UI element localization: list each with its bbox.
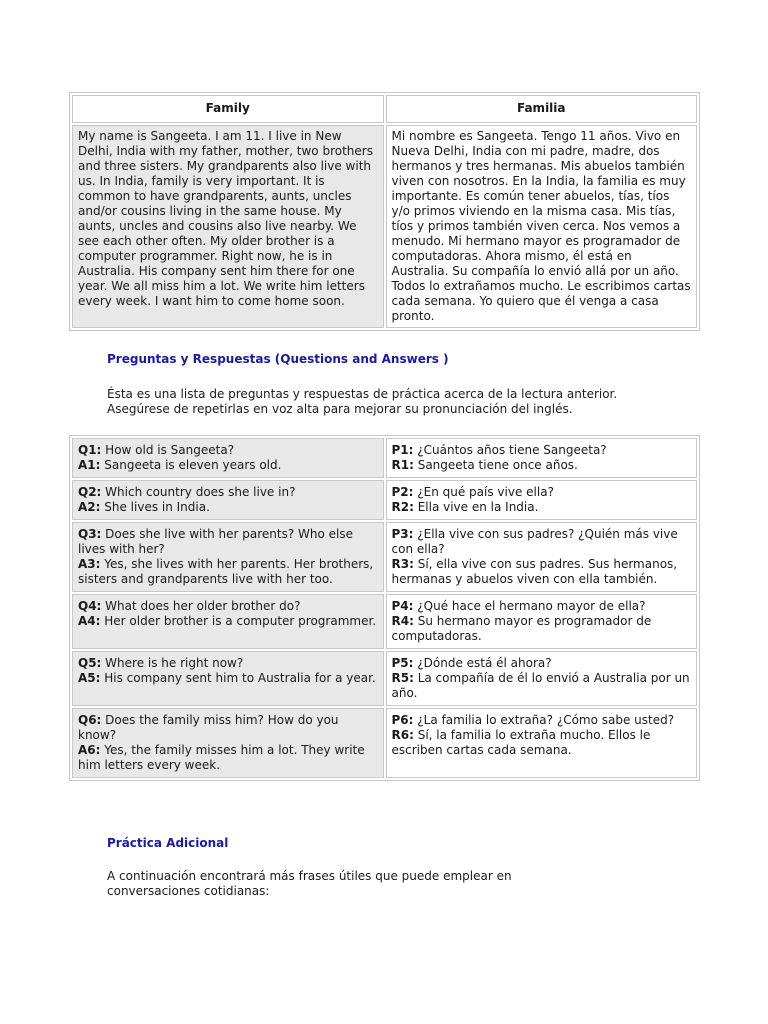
qa-text: La compañía de él lo envió a Australia por un año. (391, 671, 690, 700)
qa-text: Sangeeta is eleven years old. (100, 458, 282, 472)
family-header-english: Family (72, 95, 384, 123)
qa-text: Where is he right now? (101, 656, 244, 670)
practice-section-heading: Práctica Adicional (107, 836, 229, 850)
family-text-spanish: Mi nombre es Sangeeta. Tengo 11 años. Vivo en Nueva Delhi, India con mi padre, madre, dos hermanos y tres hermanas. Mis abuelos también viven con nosotros. En la India, la familia es muy importante. Es común tener abuelos, tías, tíos y/o primos viviendo en la misma casa. Mis tías, tíos y primos también viven cerca. Nos vemos a menudo. Mi hermano mayor es programador de computadoras. Ahora mismo, él está en Australia. Su compañía lo envió allá por un año. Todos lo extrañamos mucho. Le escribimos cartas cada semana. Yo quiero que él venga a casa pronto. (386, 125, 698, 328)
qa-text: Ella vive en la India. (413, 500, 539, 514)
qa-row (72, 522, 697, 592)
family-table-body-row (72, 125, 697, 328)
qa-label: A6: (78, 743, 101, 757)
qa-text: How old is Sangeeta? (101, 443, 235, 457)
qa-spanish-cell (386, 438, 698, 478)
family-header-spanish: Familia (386, 95, 698, 123)
qa-label: P6: (391, 713, 414, 727)
qa-label: Q5: (78, 656, 102, 670)
qa-row (72, 708, 697, 778)
qa-row (72, 438, 697, 478)
qa-label: Q4: (78, 599, 102, 613)
qa-label: R1: (391, 458, 414, 472)
qa-label: Q3: (78, 527, 102, 541)
qa-text: ¿Cuántos años tiene Sangeeta? (413, 443, 607, 457)
qa-label: A4: (78, 614, 101, 628)
qa-label: Q6: (78, 713, 102, 727)
qa-text: She lives in India. (100, 500, 210, 514)
qa-text: What does her older brother do? (101, 599, 301, 613)
qa-label: A5: (78, 671, 101, 685)
qa-text: ¿La familia lo extraña? ¿Cómo sabe usted? (413, 713, 675, 727)
qa-label: P2: (391, 485, 414, 499)
practice-section-intro: A continuación encontrará más frases útiles que puede emplear en conversaciones cotidianas: (107, 869, 512, 898)
qa-spanish-cell (386, 522, 698, 592)
qa-label: R3: (391, 557, 414, 571)
qa-section-heading: Preguntas y Respuestas (Questions and Answers ) (107, 352, 449, 366)
qa-label: R6: (391, 728, 414, 742)
qa-row (72, 480, 697, 520)
qa-label: Q2: (78, 485, 102, 499)
family-table-header-row (72, 95, 697, 123)
qa-english-cell (72, 522, 384, 592)
family-table (69, 92, 700, 331)
qa-section-intro (107, 387, 627, 417)
qa-label: P1: (391, 443, 414, 457)
qa-intro-line-1: Ésta es una lista de preguntas y respuestas de práctica acerca de la lectura anterior. (107, 387, 618, 401)
qa-english-cell (72, 480, 384, 520)
qa-text: Her older brother is a computer programmer. (100, 614, 377, 628)
qa-label: Q1: (78, 443, 102, 457)
qa-text: Sí, la familia lo extraña mucho. Ellos le escriben cartas cada semana. (391, 728, 651, 757)
qa-text: Yes, the family misses him a lot. They write him letters every week. (78, 743, 365, 772)
qa-table (69, 435, 700, 781)
qa-text: Does the family miss him? How do you know? (78, 713, 339, 742)
qa-text: His company sent him to Australia for a year. (100, 671, 376, 685)
qa-text: Sí, ella vive con sus padres. Sus hermanos, hermanas y abuelos viven con ella también. (391, 557, 678, 586)
qa-label: P5: (391, 656, 414, 670)
qa-spanish-cell (386, 651, 698, 706)
qa-label: R5: (391, 671, 414, 685)
qa-english-cell (72, 438, 384, 478)
qa-text: Does she live with her parents? Who else lives with her? (78, 527, 353, 556)
qa-english-cell (72, 651, 384, 706)
qa-spanish-cell (386, 708, 698, 778)
qa-row (72, 651, 697, 706)
qa-text: ¿Ella vive con sus padres? ¿Quién más vive con ella? (391, 527, 678, 556)
qa-text: ¿Dónde está él ahora? (413, 656, 552, 670)
qa-text: Which country does she live in? (101, 485, 296, 499)
qa-label: P3: (391, 527, 414, 541)
qa-row (72, 594, 697, 649)
qa-text: ¿Qué hace el hermano mayor de ella? (413, 599, 646, 613)
qa-spanish-cell (386, 480, 698, 520)
qa-text: Sangeeta tiene once años. (413, 458, 578, 472)
family-text-english: My name is Sangeeta. I am 11. I live in New Delhi, India with my father, mother, two brothers and three sisters. My grandparents also live with us. In India, family is very important. It is common to have grandparents, aunts, uncles and/or cousins living in the same house. My aunts, uncles and cousins also live nearby. We see each other often. My older brother is a computer programmer. Right now, he is in Australia. His company sent him there for one year. We all miss him a lot. We write him letters every week. I want him to come home soon. (72, 125, 384, 328)
qa-spanish-cell (386, 594, 698, 649)
qa-english-cell (72, 594, 384, 649)
qa-label: R4: (391, 614, 414, 628)
qa-text: Yes, she lives with her parents. Her brothers, sisters and grandparents live with her too. (78, 557, 374, 586)
qa-label: R2: (391, 500, 414, 514)
qa-label: A3: (78, 557, 101, 571)
qa-english-cell (72, 708, 384, 778)
qa-text: Su hermano mayor es programador de computadoras. (391, 614, 652, 643)
qa-label: A1: (78, 458, 101, 472)
qa-label: A2: (78, 500, 101, 514)
qa-text: ¿En qué país vive ella? (413, 485, 554, 499)
qa-label: P4: (391, 599, 414, 613)
qa-intro-line-2: Asegúrese de repetirlas en voz alta para mejorar su pronunciación del inglés. (107, 402, 573, 416)
